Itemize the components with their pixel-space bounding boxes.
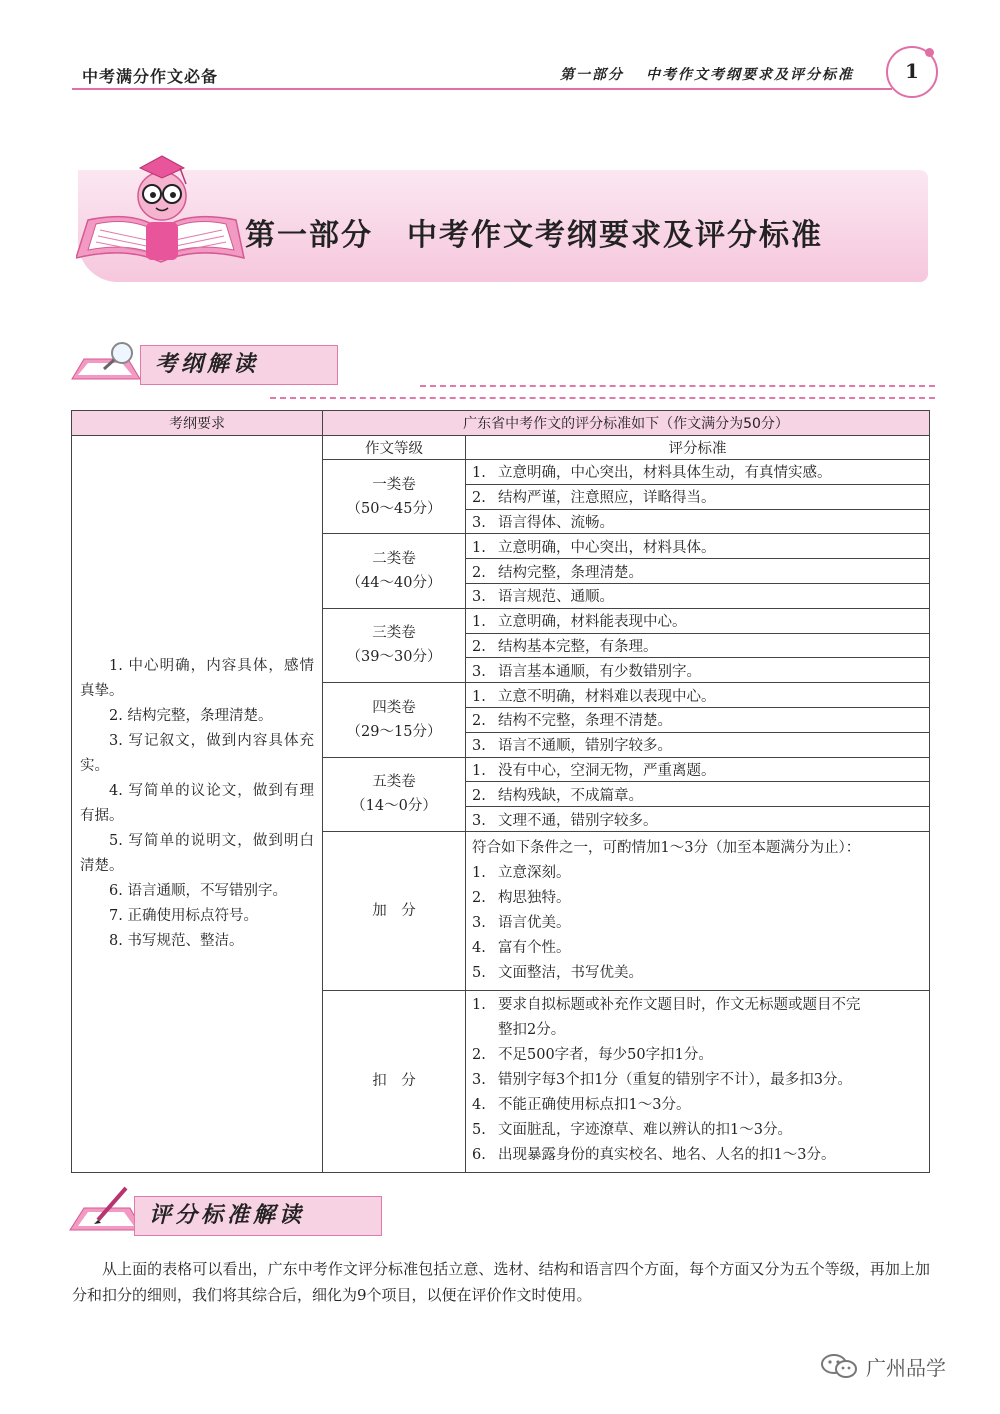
deduction-item-text: 出现暴露身份的真实校名、地名、人名的扣1～3分。 (498, 1146, 836, 1163)
grade-name: 三类卷 (372, 625, 416, 642)
grade-range: （29～15分） (346, 723, 442, 740)
criteria-num: 6. (472, 1146, 486, 1163)
grade-cell (323, 460, 466, 534)
watermark-text: 广州品学 (866, 1356, 946, 1380)
deduction-item (472, 1093, 923, 1118)
criteria-num: 2. (472, 889, 486, 906)
running-header-title: 中考作文考纲要求及评分标准 (646, 67, 854, 83)
criteria-item (466, 534, 930, 559)
chapter-title (245, 210, 823, 254)
bonus-criteria (466, 831, 930, 990)
sub-header-grade: 作文等级 (323, 436, 466, 460)
requirement-item: 3. 写记叙文，做到内容具体充实。 (80, 732, 314, 774)
page-number-dot (925, 48, 934, 57)
grading-table (71, 410, 930, 1173)
deduction-item (472, 1143, 923, 1168)
criteria-item (466, 633, 930, 658)
summary-paragraph: 从上面的表格可以看出，广东中考作文评分标准包括立意、选材、结构和语言四个方面，每个方面又分为五个等级，再加上加分和扣分的细则，我们将其综合后，细化为9个项目，以便在评价作文时使用。 (72, 1260, 930, 1304)
criteria-item (466, 509, 930, 534)
criteria-text: 立意明确，中心突出，材料具体生动，有真情实感。 (498, 465, 832, 482)
bonus-item-text: 构思独特。 (498, 889, 571, 906)
chapter-part: 第一部分 (245, 218, 373, 253)
requirement-item: 8. 书写规范、整洁。 (109, 932, 244, 949)
criteria-num: 3. (472, 914, 486, 931)
criteria-text: 立意明确，中心突出，材料具体。 (498, 539, 716, 556)
grade-range: （44～40分） (346, 575, 442, 592)
page-number: 1 (886, 46, 938, 98)
criteria-text: 结构不完整，条理不清楚。 (498, 713, 672, 730)
requirement-item: 6. 语言通顺，不写错别字。 (109, 882, 287, 899)
criteria-num: 3. (472, 1071, 486, 1088)
criteria-text: 语言规范、通顺。 (498, 589, 614, 606)
criteria-num: 2. (472, 713, 486, 730)
table-subheader-row (72, 436, 930, 460)
col-header-grading: 广东省中考作文的评分标准如下（作文满分为50分） (323, 411, 930, 436)
mascot-reading-book-icon (76, 150, 246, 290)
bonus-label: 加 分 (323, 831, 466, 990)
criteria-text: 立意明确，材料能表现中心。 (498, 614, 687, 631)
deduction-label: 扣 分 (323, 990, 466, 1172)
criteria-num: 2. (472, 1046, 486, 1063)
criteria-num: 3. (472, 514, 486, 531)
deduction-item-text: 不足500字者，每少50字扣1分。 (498, 1046, 713, 1063)
section-divider-top (420, 385, 935, 387)
deduction-criteria (466, 990, 930, 1172)
grade-name: 一类卷 (372, 476, 416, 493)
deduction-item (472, 1118, 923, 1143)
requirement-item: 1. 中心明确，内容具体，感情真挚。 (80, 657, 314, 699)
bonus-item (472, 886, 923, 911)
bonus-item-text: 语言优美。 (498, 914, 571, 931)
bonus-item-text: 立意深刻。 (498, 864, 571, 881)
grade-name: 四类卷 (372, 699, 416, 716)
bonus-item (472, 961, 923, 986)
requirement-item: 7. 正确使用标点符号。 (109, 907, 258, 924)
criteria-text: 没有中心，空洞无物，严重离题。 (498, 762, 716, 779)
criteria-num: 2. (472, 490, 486, 507)
criteria-num: 4. (472, 939, 486, 956)
criteria-num: 1. (472, 688, 486, 705)
deduction-item-continued: 整扣2分。 (498, 1021, 566, 1038)
criteria-num: 3. (472, 738, 486, 755)
deduction-item (472, 993, 923, 1018)
criteria-num: 1. (472, 614, 486, 631)
requirement-item: 2. 结构完整，条理清楚。 (109, 707, 273, 724)
grade-cell (323, 757, 466, 831)
criteria-num: 5. (472, 964, 486, 981)
sub-header-criteria: 评分标准 (466, 436, 930, 460)
criteria-text: 文理不通，错别字较多。 (498, 812, 658, 829)
chapter-heading: 中考作文考纲要求及评分标准 (407, 218, 823, 253)
criteria-num: 2. (472, 564, 486, 581)
criteria-text: 语言不通顺，错别字较多。 (498, 738, 672, 755)
criteria-num: 1. (472, 762, 486, 779)
col-header-requirements: 考纲要求 (72, 411, 323, 436)
section-divider-bottom (270, 397, 935, 399)
criteria-num: 2. (472, 787, 486, 804)
running-header-part: 第一部分 (560, 67, 624, 83)
criteria-num: 4. (472, 1096, 486, 1113)
grade-name: 五类卷 (372, 774, 416, 791)
grade-range: （50～45分） (346, 500, 442, 517)
grade-name: 二类卷 (372, 551, 416, 568)
criteria-item (466, 658, 930, 683)
requirement-item: 4. 写简单的议论文，做到有理有据。 (80, 782, 314, 824)
criteria-num: 1. (472, 539, 486, 556)
table-header-row (72, 411, 930, 436)
criteria-item (466, 707, 930, 732)
criteria-num: 3. (472, 589, 486, 606)
header-rule (72, 88, 892, 90)
requirement-item: 5. 写简单的说明文，做到明白清楚。 (80, 832, 314, 874)
criteria-item (466, 484, 930, 509)
criteria-text: 语言基本通顺，有少数错别字。 (498, 663, 701, 680)
criteria-text: 结构严谨，注意照应，详略得当。 (498, 490, 716, 507)
criteria-text: 语言得体、流畅。 (498, 514, 614, 531)
criteria-item (466, 608, 930, 633)
deduction-item (472, 1068, 923, 1093)
grade-cell (323, 608, 466, 682)
criteria-text: 结构残缺，不成篇章。 (498, 787, 643, 804)
criteria-num: 3. (472, 663, 486, 680)
criteria-item (466, 757, 930, 782)
criteria-num: 2. (472, 638, 486, 655)
criteria-text: 结构基本完整，有条理。 (498, 638, 658, 655)
deduction-item-text: 不能正确使用标点扣1～3分。 (498, 1096, 691, 1113)
section-badge-outline (68, 1196, 318, 1240)
criteria-num: 1. (472, 864, 486, 881)
criteria-text: 结构完整，条理清楚。 (498, 564, 643, 581)
criteria-item (466, 732, 930, 757)
bonus-item-text: 文面整洁，书写优美。 (498, 964, 643, 981)
running-header (560, 64, 854, 84)
criteria-item (466, 460, 930, 485)
requirements-cell (72, 436, 323, 1173)
criteria-num: 5. (472, 1121, 486, 1138)
section-badge-label: 评分标准解读 (134, 1196, 382, 1236)
deduction-item (472, 1043, 923, 1068)
book-title: 中考满分作文必备 (82, 67, 219, 86)
bonus-item (472, 911, 923, 936)
criteria-num: 1. (472, 465, 486, 482)
criteria-num: 1. (472, 996, 486, 1013)
section-badge-label: 考纲解读 (140, 345, 338, 385)
criteria-num: 3. (472, 812, 486, 829)
grade-cell (323, 683, 466, 757)
grade-range: （39～30分） (346, 649, 442, 666)
criteria-item (466, 782, 930, 807)
deduction-item-text: 要求自拟标题或补充作文题目时，作文无标题或题目不完 (498, 996, 861, 1013)
bonus-item (472, 936, 923, 961)
deduction-item-text: 错别字每3个扣1分（重复的错别字不计），最多扣3分。 (498, 1071, 852, 1088)
grade-range: （14～0分） (351, 798, 437, 815)
criteria-item (466, 683, 930, 708)
criteria-item (466, 583, 930, 608)
criteria-text: 立意不明确，材料难以表现中心。 (498, 688, 716, 705)
criteria-item (466, 807, 930, 832)
bonus-item (472, 861, 923, 886)
bonus-intro: 符合如下条件之一，可酌情加1～3分（加至本题满分为止）： (472, 839, 861, 856)
grade-cell (323, 534, 466, 608)
section-badge-outline (70, 345, 270, 389)
bonus-item-text: 富有个性。 (498, 939, 571, 956)
wechat-icon (820, 1352, 860, 1380)
criteria-item (466, 559, 930, 584)
deduction-item-text: 文面脏乱，字迹潦草、难以辨认的扣1～3分。 (498, 1121, 792, 1138)
magnifier-book-icon (70, 339, 150, 389)
